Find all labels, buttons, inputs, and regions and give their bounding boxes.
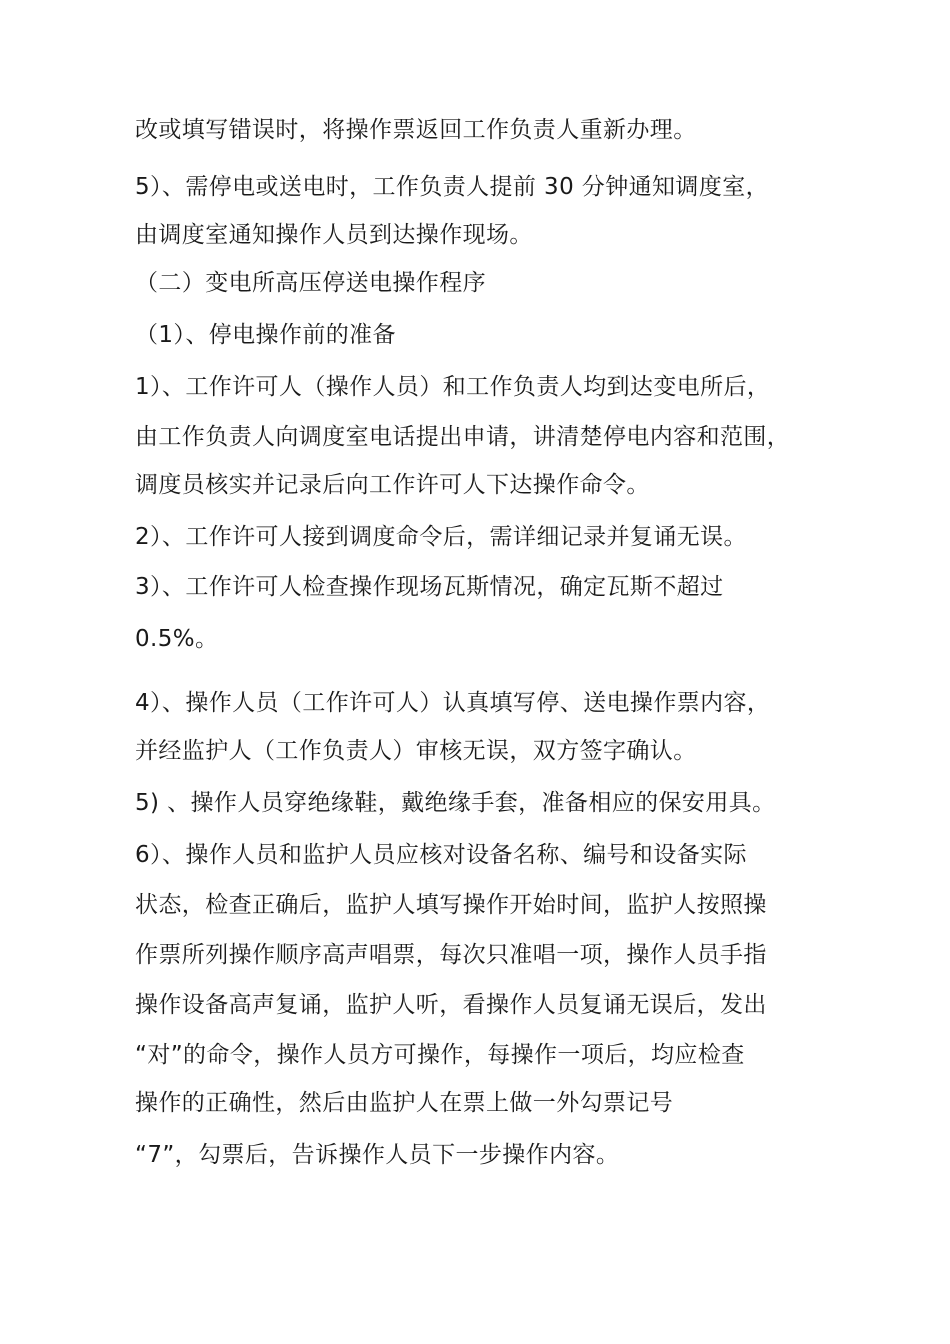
text-line: 2）、工作许可人接到调度命令后，需详细记录并复诵无误。 bbox=[135, 524, 747, 550]
text-line: 由调度室通知操作人员到达操作现场。 bbox=[135, 222, 533, 248]
text-line: 1）、工作许可人（操作人员）和工作负责人均到达变电所后， bbox=[135, 374, 771, 400]
text-line: 状态，检查正确后，监护人填写操作开始时间，监护人按照操 bbox=[135, 892, 767, 918]
section-heading: （二）变电所高压停送电操作程序 bbox=[135, 270, 486, 296]
text-line: “7”，勾票后，告诉操作人员下一步操作内容。 bbox=[135, 1142, 620, 1168]
text-line: 5）、需停电或送电时，工作负责人提前 30 分钟通知调度室， bbox=[135, 174, 770, 200]
text-line: 6）、操作人员和监护人员应核对设备名称、编号和设备实际 bbox=[135, 842, 747, 868]
text-line: 5) 、操作人员穿绝缘鞋，戴绝缘手套，准备相应的保安用具。 bbox=[135, 790, 776, 816]
text-line: 0.5%。 bbox=[135, 626, 219, 652]
text-line: 作票所列操作顺序高声唱票，每次只准唱一项，操作人员手指 bbox=[135, 942, 767, 968]
text-line: 由工作负责人向调度室电话提出申请，讲清楚停电内容和范围， bbox=[135, 424, 791, 450]
text-line: 操作的正确性，然后由监护人在票上做一外勾票记号 bbox=[135, 1090, 674, 1116]
subsection-heading: （1）、停电操作前的准备 bbox=[135, 322, 396, 348]
text-line: 3）、工作许可人检查操作现场瓦斯情况，确定瓦斯不超过 bbox=[135, 574, 724, 600]
text-line: 4）、操作人员（工作许可人）认真填写停、送电操作票内容， bbox=[135, 690, 771, 716]
text-line: “对”的命令，操作人员方可操作，每操作一项后，均应检查 bbox=[135, 1042, 745, 1068]
text-line: 调度员核实并记录后向工作许可人下达操作命令。 bbox=[135, 472, 650, 498]
text-line: 并经监护人（工作负责人）审核无误，双方签字确认。 bbox=[135, 738, 697, 764]
text-line: 操作设备高声复诵，监护人听，看操作人员复诵无误后，发出 bbox=[135, 992, 767, 1018]
text-line: 改或填写错误时，将操作票返回工作负责人重新办理。 bbox=[135, 117, 697, 143]
